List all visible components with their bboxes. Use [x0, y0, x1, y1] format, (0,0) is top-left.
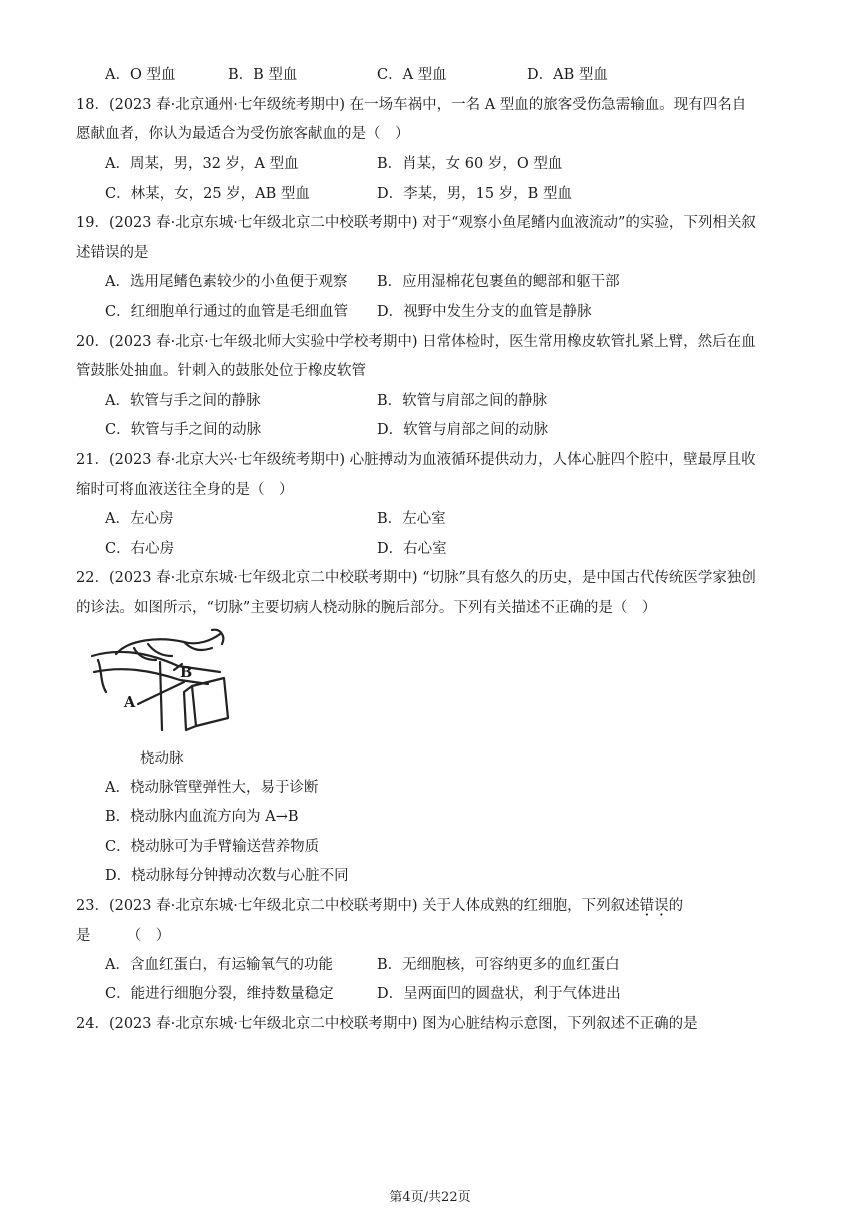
q22-stem-line2: 的诊法。如图所示，“切脉”主要切病人桡动脉的腕后部分。下列有关描述不正确的是（ ） [76, 600, 657, 616]
q17-option-c: C．A 型血 [377, 67, 447, 83]
q21-option-b: B．左心室 [377, 511, 446, 527]
emphasis-char-2: 误 [654, 898, 669, 914]
q17-option-a: A．O 型血 [105, 67, 176, 83]
q20-stem-line2: 管鼓胀处抽血。针刺入的鼓胀处位于橡皮软管 [76, 363, 366, 379]
radial-pulse-figure [88, 626, 238, 738]
page-number: 第4页/共22页 [389, 1190, 471, 1205]
q23-stem-line2: 是 （ ） [76, 928, 171, 944]
q23-option-b: B．无细胞核，可容纳更多的血红蛋白 [377, 957, 620, 973]
q23-option-c: C．能进行细胞分裂，维持数量稳定 [105, 986, 334, 1002]
q24-stem-line1: 24．(2023 春·北京东城·七年级北京二中校联考期中) 图为心脏结构示意图，下列叙述不正确的是 [76, 1016, 698, 1032]
q22-stem-line1: 22．(2023 春·北京东城·七年级北京二中校联考期中) “切脉”具有悠久的历史，是中国古代传统医学家独创 [76, 570, 756, 586]
q22-option-c: C．桡动脉可为手臂输送营养物质 [105, 839, 320, 855]
q18-stem-line2: 愿献血者，你认为最适合为受伤旅客献血的是（ ） [76, 126, 410, 142]
q23-stem-prefix: 23．(2023 春·北京东城·七年级北京二中校联考期中) 关于人体成熟的红细胞，下列叙述 [76, 898, 640, 914]
q18-stem-line1: 18．(2023 春·北京通州·七年级统考期中) 在一场车祸中，一名 A 型血的旅客受伤急需输血。现有四名自 [76, 97, 747, 113]
q21-option-c: C．右心房 [105, 541, 175, 557]
q17-option-b: B．B 型血 [228, 67, 298, 83]
q23-option-d: D．呈两面凹的圆盘状，利于气体进出 [377, 986, 621, 1002]
q20-option-b: B．软管与肩部之间的静脉 [377, 393, 548, 409]
radial-pulse-drawing [88, 626, 238, 738]
q23-stem-suffix: 的 [668, 898, 684, 914]
q20-option-a: A．软管与手之间的静脉 [105, 393, 261, 409]
q21-option-d: D．右心室 [377, 541, 447, 557]
q19-option-a: A．选用尾鳍色素较少的小鱼便于观察 [105, 274, 348, 290]
figure-label-a: A [124, 694, 136, 711]
q21-option-a: A．左心房 [105, 511, 174, 527]
q19-option-c: C．红细胞单行通过的血管是毛细血管 [105, 304, 349, 320]
q19-option-d: D．视野中发生分支的血管是静脉 [377, 304, 592, 320]
q22-option-b: B．桡动脉内血流方向为 A→B [105, 809, 299, 825]
q19-option-b: B．应用湿棉花包裹鱼的鳃部和躯干部 [377, 274, 620, 290]
q21-stem-line1: 21．(2023 春·北京大兴·七年级统考期中) 心脏搏动为血液循环提供动力，人体心脏四个腔中，壁最厚且收 [76, 452, 756, 468]
figure-label-b: B [180, 664, 193, 681]
q20-option-d: D．软管与肩部之间的动脉 [377, 422, 549, 438]
q22-option-d: D．桡动脉每分钟搏动次数与心脏不同 [105, 868, 349, 884]
figure-caption: 桡动脉 [140, 751, 184, 767]
q22-option-a: A．桡动脉管壁弹性大，易于诊断 [105, 780, 319, 796]
q18-option-b: B．肖某，女 60 岁，O 型血 [377, 156, 563, 172]
q18-option-c: C．林某，女，25 岁，AB 型血 [105, 186, 310, 202]
q20-option-c: C．软管与手之间的动脉 [105, 422, 262, 438]
q19-stem-line1: 19．(2023 春·北京东城·七年级北京二中校联考期中) 对于“观察小鱼尾鳍内血液流动”的实验，下列相关叙 [76, 215, 756, 231]
q21-stem-line2: 缩时可将血液送往全身的是（ ） [76, 482, 294, 498]
q23-stem-line1 [76, 897, 683, 915]
emphasis-char-1: 错 [639, 898, 655, 914]
q19-stem-line2: 述错误的是 [76, 245, 149, 261]
q18-option-d: D．李某，男，15 岁，B 型血 [377, 186, 572, 202]
q17-option-d: D．AB 型血 [527, 67, 608, 83]
q20-stem-line1: 20．(2023 春·北京·七年级北师大实验中学校考期中) 日常体检时，医生常用橡皮软管扎紧上臂，然后在血 [76, 334, 756, 350]
q23-option-a: A．含血红蛋白，有运输氧气的功能 [105, 957, 333, 973]
q18-option-a: A．周某，男，32 岁，A 型血 [105, 156, 299, 172]
